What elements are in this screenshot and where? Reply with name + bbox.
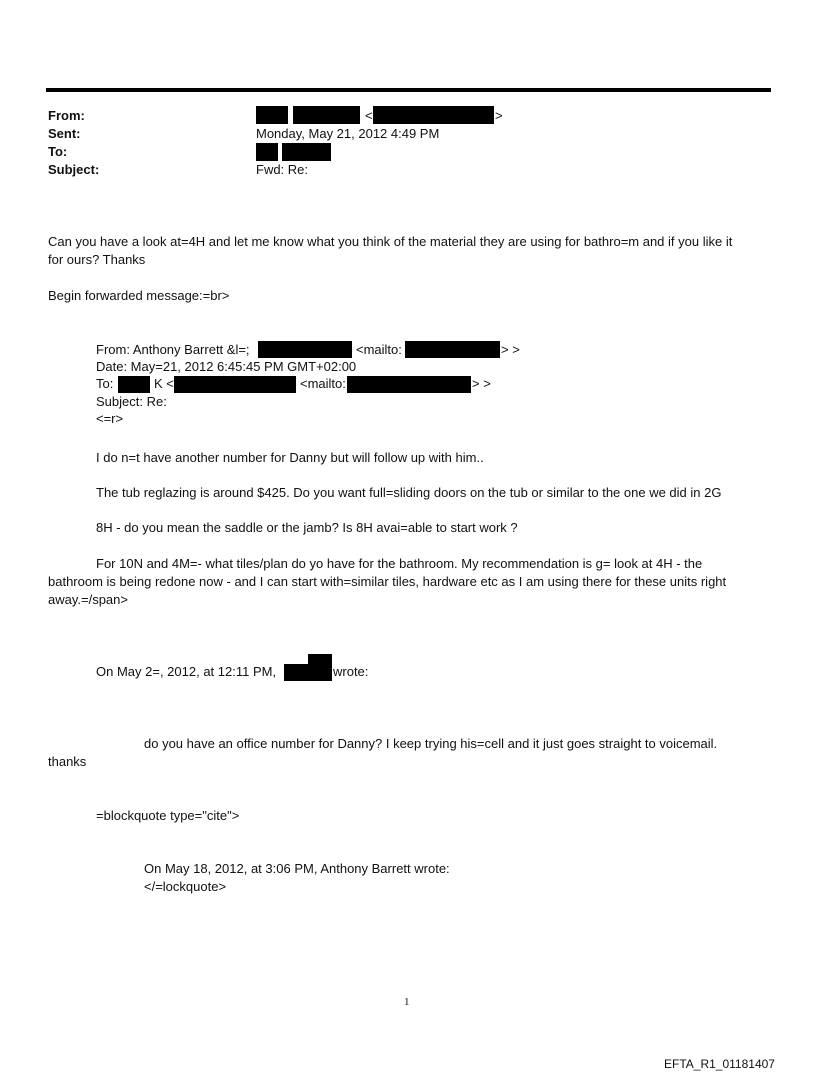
bates-number: EFTA_R1_01181407: [664, 1057, 775, 1071]
fwd-from-mailto: <mailto:: [356, 342, 402, 357]
fwd-paragraph-4-line-3: away.=/span>: [48, 592, 128, 607]
header-rule: [46, 88, 771, 92]
redaction-box: [373, 106, 494, 124]
redaction-box: [256, 143, 278, 161]
redaction-box: [347, 376, 471, 393]
intro-line-1: Can you have a look at=4H and let me know what you think of the material they are using for bathro=m and if you like it: [48, 234, 733, 249]
redaction-box: [118, 376, 150, 393]
blockquote-close: </=lockquote>: [144, 879, 227, 894]
fwd-to-prefix: To:: [96, 376, 114, 391]
sent-label: Sent:: [48, 126, 81, 141]
redaction-box: [256, 106, 288, 124]
fwd-from-end: > >: [501, 342, 520, 357]
fwd-subject: Subject: Re:: [96, 394, 167, 409]
redaction-box: [174, 376, 296, 393]
fwd-paragraph-1: I do n=t have another number for Danny but will follow up with him..: [96, 450, 484, 465]
fwd-from-prefix: From: Anthony Barrett &l=;: [96, 342, 250, 357]
sent-value: Monday, May 21, 2012 4:49 PM: [256, 126, 440, 141]
to-label: To:: [48, 144, 68, 159]
reply-question-line-2: thanks: [48, 754, 87, 769]
redaction-box: [308, 654, 332, 681]
subject-value: Fwd: Re:: [256, 162, 309, 177]
from-gt: >: [495, 108, 503, 123]
reply-question-line-1: do you have an office number for Danny? I keep trying his=cell and it just goes straight to voicemail.: [144, 736, 718, 751]
fwd-paragraph-4-line-1: For 10N and 4M=- what tiles/plan do yo have for the bathroom. My recommendation is g= look at 4H - the: [96, 556, 703, 571]
fwd-paragraph-4-line-2: bathroom is being redone now - and I can start with=similar tiles, hardware etc as I am using there for these units right: [48, 574, 727, 589]
redaction-box: [282, 143, 331, 161]
fwd-date: Date: May=21, 2012 6:45:45 PM GMT+02:00: [96, 359, 357, 374]
intro-line-2: for ours? Thanks: [48, 252, 146, 267]
fwd-to-mailto: <mailto:: [300, 376, 346, 391]
redaction-box: [405, 341, 500, 358]
redaction-box: [293, 106, 360, 124]
begin-forwarded: Begin forwarded message:=br>: [48, 288, 230, 303]
redaction-box: [284, 664, 308, 681]
quoted-line: On May 18, 2012, at 3:06 PM, Anthony Barrett wrote:: [144, 861, 450, 876]
fwd-to-end: > >: [472, 376, 491, 391]
fwd-paragraph-2: The tub reglazing is around $425. Do you want full=sliding doors on the tub or similar to the one we did in 2G: [96, 485, 722, 500]
blockquote-open: =blockquote type="cite">: [96, 808, 240, 823]
from-lt: <: [365, 108, 373, 123]
fwd-br: <=r>: [96, 411, 124, 426]
redaction-box: [258, 341, 352, 358]
reply-on-may: On May 2=, 2012, at 12:11 PM,: [96, 664, 277, 679]
fwd-to-k: K <: [154, 376, 174, 391]
reply-wrote: wrote:: [333, 664, 369, 679]
fwd-paragraph-3: 8H - do you mean the saddle or the jamb? Is 8H avai=able to start work ?: [96, 520, 518, 535]
from-label: From:: [48, 108, 85, 123]
subject-label: Subject:: [48, 162, 100, 177]
page-number: 1: [404, 996, 410, 1008]
